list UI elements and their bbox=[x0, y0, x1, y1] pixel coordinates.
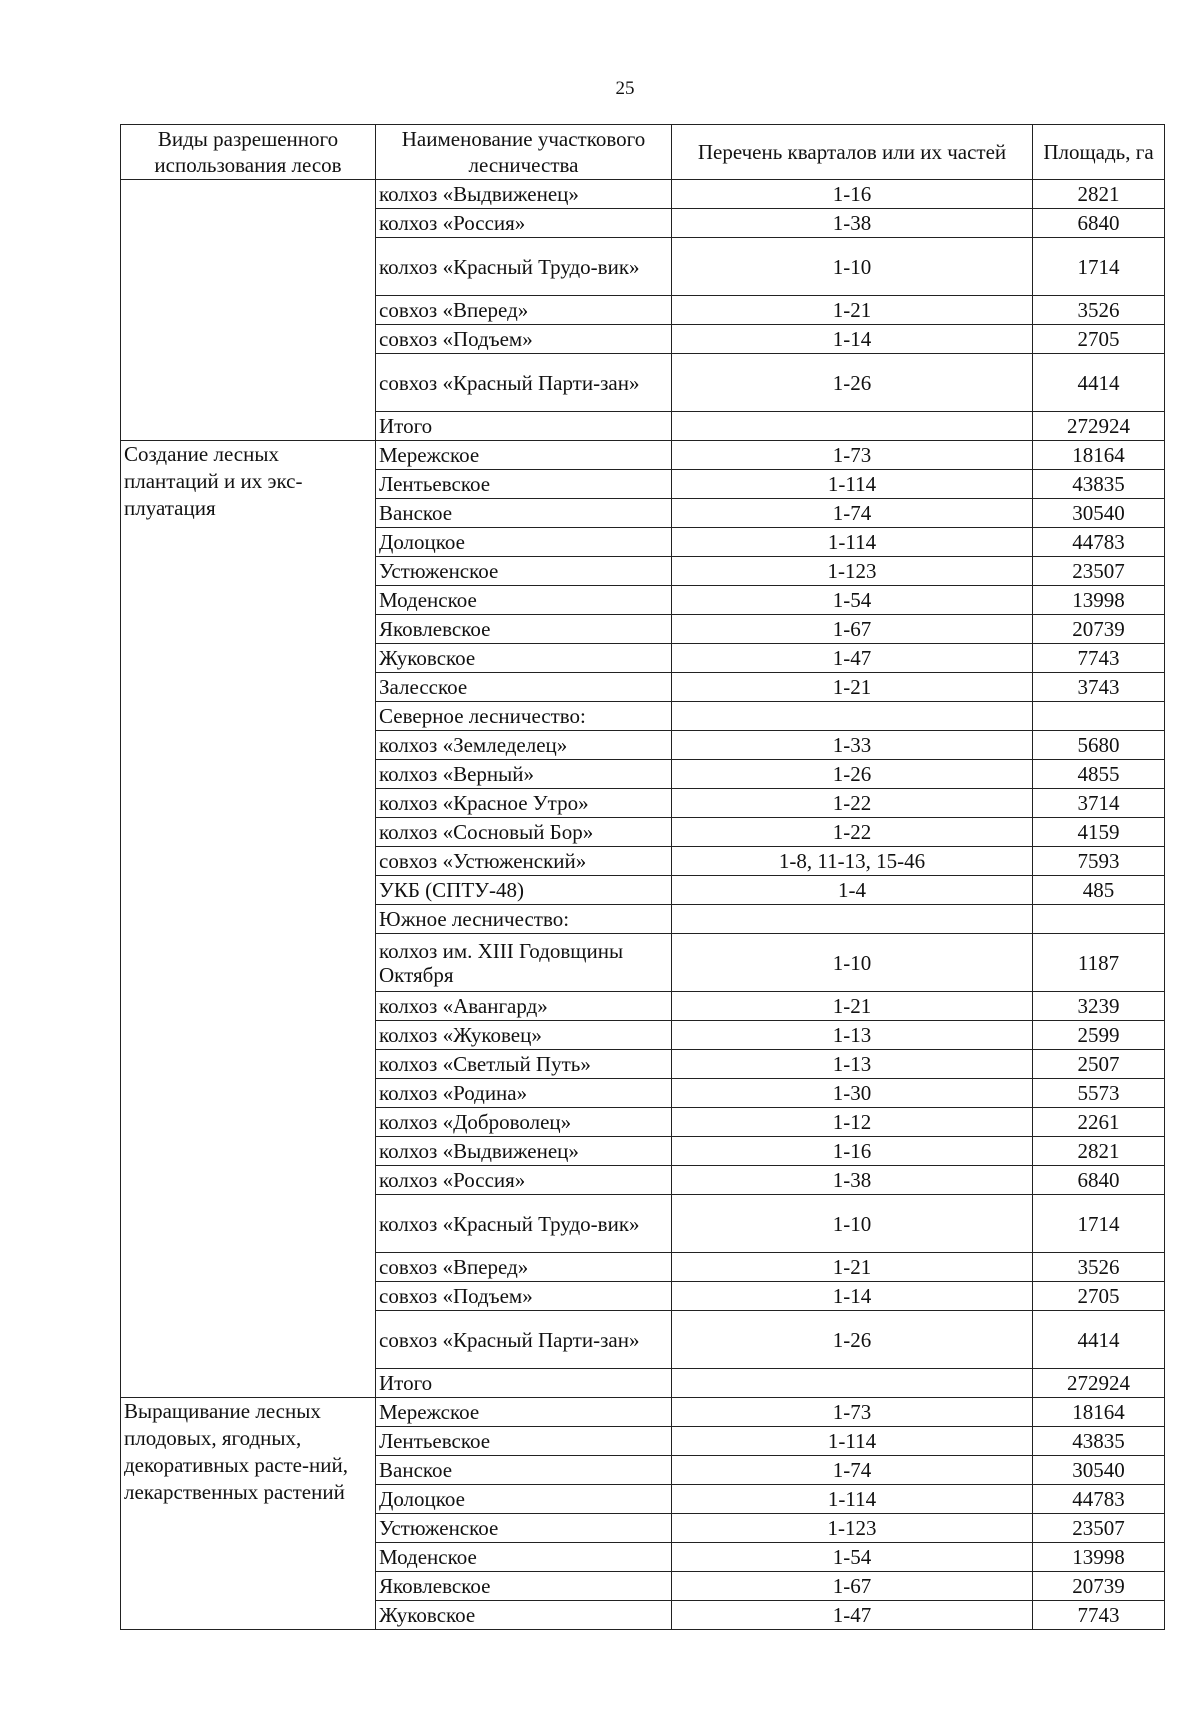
area-cell: 23507 bbox=[1033, 557, 1165, 586]
forestry-name-cell: Мережское bbox=[376, 1398, 672, 1427]
quarters-cell: 1-14 bbox=[672, 325, 1033, 354]
forestry-name-cell: совхоз «Красный Парти-зан» bbox=[376, 354, 672, 412]
quarters-cell: 1-54 bbox=[672, 1543, 1033, 1572]
area-cell: 7743 bbox=[1033, 1601, 1165, 1630]
forestry-name-cell: Лентьевское bbox=[376, 470, 672, 499]
quarters-cell: 1-16 bbox=[672, 180, 1033, 209]
forestry-name-cell: совхоз «Подъем» bbox=[376, 325, 672, 354]
area-cell: 2261 bbox=[1033, 1108, 1165, 1137]
area-cell: 44783 bbox=[1033, 528, 1165, 557]
area-cell: 18164 bbox=[1033, 441, 1165, 470]
forestry-name-cell: колхоз «Жуковец» bbox=[376, 1021, 672, 1050]
use-type-cell: Создание лесных плантаций и их экс-плуатация bbox=[121, 441, 376, 1398]
area-cell: 3239 bbox=[1033, 992, 1165, 1021]
forestry-name-cell: Яковлевское bbox=[376, 1572, 672, 1601]
area-cell: 23507 bbox=[1033, 1514, 1165, 1543]
quarters-cell: 1-21 bbox=[672, 1253, 1033, 1282]
quarters-cell: 1-13 bbox=[672, 1050, 1033, 1079]
forestry-name-cell: совхоз «Вперед» bbox=[376, 1253, 672, 1282]
area-cell: 7743 bbox=[1033, 644, 1165, 673]
quarters-cell: 1-22 bbox=[672, 789, 1033, 818]
quarters-cell: 1-114 bbox=[672, 528, 1033, 557]
quarters-cell bbox=[672, 702, 1033, 731]
area-cell: 2821 bbox=[1033, 180, 1165, 209]
table-row bbox=[121, 180, 1165, 209]
area-cell: 485 bbox=[1033, 876, 1165, 905]
area-cell: 2705 bbox=[1033, 1282, 1165, 1311]
area-cell: 3526 bbox=[1033, 296, 1165, 325]
forestry-name-cell: колхоз «Авангард» bbox=[376, 992, 672, 1021]
forestry-name-cell: Итого bbox=[376, 1369, 672, 1398]
quarters-cell: 1-114 bbox=[672, 1485, 1033, 1514]
forestry-name-cell: Южное лесничество: bbox=[376, 905, 672, 934]
forestry-name-cell: Жуковское bbox=[376, 644, 672, 673]
quarters-cell: 1-21 bbox=[672, 296, 1033, 325]
area-cell: 30540 bbox=[1033, 499, 1165, 528]
quarters-cell: 1-13 bbox=[672, 1021, 1033, 1050]
area-cell bbox=[1033, 702, 1165, 731]
quarters-cell: 1-38 bbox=[672, 1166, 1033, 1195]
area-cell: 272924 bbox=[1033, 412, 1165, 441]
quarters-cell bbox=[672, 905, 1033, 934]
area-cell: 1714 bbox=[1033, 238, 1165, 296]
header-quarters: Перечень кварталов или их частей bbox=[672, 125, 1033, 180]
forestry-name-cell: колхоз «Россия» bbox=[376, 209, 672, 238]
table-row bbox=[121, 441, 1165, 470]
area-cell: 3526 bbox=[1033, 1253, 1165, 1282]
quarters-cell bbox=[672, 1369, 1033, 1398]
quarters-cell: 1-114 bbox=[672, 470, 1033, 499]
forestry-name-cell: совхоз «Устюженский» bbox=[376, 847, 672, 876]
forestry-name-cell: колхоз «Доброволец» bbox=[376, 1108, 672, 1137]
area-cell: 3743 bbox=[1033, 673, 1165, 702]
quarters-cell: 1-21 bbox=[672, 673, 1033, 702]
table-row bbox=[121, 1398, 1165, 1427]
quarters-cell: 1-21 bbox=[672, 992, 1033, 1021]
quarters-cell: 1-33 bbox=[672, 731, 1033, 760]
forestry-name-cell: Мережское bbox=[376, 441, 672, 470]
area-cell: 20739 bbox=[1033, 1572, 1165, 1601]
area-cell: 3714 bbox=[1033, 789, 1165, 818]
quarters-cell: 1-67 bbox=[672, 1572, 1033, 1601]
forestry-name-cell: колхоз «Родина» bbox=[376, 1079, 672, 1108]
area-cell: 30540 bbox=[1033, 1456, 1165, 1485]
quarters-cell: 1-10 bbox=[672, 238, 1033, 296]
quarters-cell: 1-114 bbox=[672, 1427, 1033, 1456]
area-cell: 2821 bbox=[1033, 1137, 1165, 1166]
area-cell: 4159 bbox=[1033, 818, 1165, 847]
use-type-cell bbox=[121, 180, 376, 441]
forestry-name-cell: Долоцкое bbox=[376, 528, 672, 557]
forestry-name-cell: Устюженское bbox=[376, 1514, 672, 1543]
quarters-cell: 1-22 bbox=[672, 818, 1033, 847]
quarters-cell: 1-8, 11-13, 15-46 bbox=[672, 847, 1033, 876]
area-cell: 272924 bbox=[1033, 1369, 1165, 1398]
forestry-name-cell: колхоз «Светлый Путь» bbox=[376, 1050, 672, 1079]
quarters-cell: 1-26 bbox=[672, 354, 1033, 412]
quarters-cell: 1-73 bbox=[672, 441, 1033, 470]
quarters-cell: 1-38 bbox=[672, 209, 1033, 238]
forestry-name-cell: Моденское bbox=[376, 1543, 672, 1572]
forest-use-table bbox=[120, 124, 1165, 1630]
forestry-name-cell: Ванское bbox=[376, 1456, 672, 1485]
forestry-name-cell: колхоз «Выдвиженец» bbox=[376, 180, 672, 209]
forestry-name-cell: Устюженское bbox=[376, 557, 672, 586]
area-cell bbox=[1033, 905, 1165, 934]
forestry-name-cell: совхоз «Подъем» bbox=[376, 1282, 672, 1311]
quarters-cell: 1-26 bbox=[672, 760, 1033, 789]
area-cell: 18164 bbox=[1033, 1398, 1165, 1427]
header-area: Площадь, га bbox=[1033, 125, 1165, 180]
area-cell: 6840 bbox=[1033, 209, 1165, 238]
forestry-name-cell: совхоз «Вперед» bbox=[376, 296, 672, 325]
quarters-cell: 1-74 bbox=[672, 1456, 1033, 1485]
table-body bbox=[121, 180, 1165, 1630]
area-cell: 5680 bbox=[1033, 731, 1165, 760]
area-cell: 43835 bbox=[1033, 470, 1165, 499]
forestry-name-cell: Жуковское bbox=[376, 1601, 672, 1630]
forestry-name-cell: колхоз «Красный Трудо-вик» bbox=[376, 1195, 672, 1253]
area-cell: 43835 bbox=[1033, 1427, 1165, 1456]
forestry-name-cell: Долоцкое bbox=[376, 1485, 672, 1514]
header-use-type: Виды разрешенного использования лесов bbox=[121, 125, 376, 180]
forestry-name-cell: колхоз «Россия» bbox=[376, 1166, 672, 1195]
quarters-cell: 1-16 bbox=[672, 1137, 1033, 1166]
area-cell: 2599 bbox=[1033, 1021, 1165, 1050]
forestry-name-cell: Моденское bbox=[376, 586, 672, 615]
forestry-name-cell: УКБ (СПТУ-48) bbox=[376, 876, 672, 905]
area-cell: 2507 bbox=[1033, 1050, 1165, 1079]
quarters-cell: 1-123 bbox=[672, 1514, 1033, 1543]
table-header bbox=[121, 125, 1165, 180]
forestry-name-cell: Залесское bbox=[376, 673, 672, 702]
quarters-cell: 1-10 bbox=[672, 1195, 1033, 1253]
quarters-cell: 1-10 bbox=[672, 934, 1033, 992]
forestry-name-cell: колхоз «Красное Утро» bbox=[376, 789, 672, 818]
forestry-name-cell: колхоз «Красный Трудо-вик» bbox=[376, 238, 672, 296]
forestry-name-cell: совхоз «Красный Парти-зан» bbox=[376, 1311, 672, 1369]
area-cell: 44783 bbox=[1033, 1485, 1165, 1514]
quarters-cell: 1-74 bbox=[672, 499, 1033, 528]
forestry-name-cell: Яковлевское bbox=[376, 615, 672, 644]
header-forestry-name: Наименование участкового лесничества bbox=[376, 125, 672, 180]
area-cell: 20739 bbox=[1033, 615, 1165, 644]
area-cell: 5573 bbox=[1033, 1079, 1165, 1108]
quarters-cell: 1-14 bbox=[672, 1282, 1033, 1311]
forestry-name-cell: колхоз «Верный» bbox=[376, 760, 672, 789]
forestry-name-cell: Лентьевское bbox=[376, 1427, 672, 1456]
quarters-cell: 1-12 bbox=[672, 1108, 1033, 1137]
forestry-name-cell: Итого bbox=[376, 412, 672, 441]
area-cell: 1714 bbox=[1033, 1195, 1165, 1253]
quarters-cell: 1-26 bbox=[672, 1311, 1033, 1369]
area-cell: 4414 bbox=[1033, 354, 1165, 412]
forestry-name-cell: колхоз «Земледелец» bbox=[376, 731, 672, 760]
forestry-name-cell: колхоз «Выдвиженец» bbox=[376, 1137, 672, 1166]
forestry-name-cell: колхоз им. XIII Годовщины Октября bbox=[376, 934, 672, 992]
quarters-cell: 1-73 bbox=[672, 1398, 1033, 1427]
quarters-cell bbox=[672, 412, 1033, 441]
area-cell: 4414 bbox=[1033, 1311, 1165, 1369]
area-cell: 7593 bbox=[1033, 847, 1165, 876]
quarters-cell: 1-4 bbox=[672, 876, 1033, 905]
area-cell: 1187 bbox=[1033, 934, 1165, 992]
quarters-cell: 1-67 bbox=[672, 615, 1033, 644]
forestry-name-cell: колхоз «Сосновый Бор» bbox=[376, 818, 672, 847]
quarters-cell: 1-123 bbox=[672, 557, 1033, 586]
area-cell: 13998 bbox=[1033, 1543, 1165, 1572]
area-cell: 4855 bbox=[1033, 760, 1165, 789]
quarters-cell: 1-47 bbox=[672, 1601, 1033, 1630]
page-number: 25 bbox=[615, 78, 635, 99]
forestry-name-cell: Северное лесничество: bbox=[376, 702, 672, 731]
forestry-name-cell: Ванское bbox=[376, 499, 672, 528]
area-cell: 13998 bbox=[1033, 586, 1165, 615]
quarters-cell: 1-54 bbox=[672, 586, 1033, 615]
use-type-cell: Выращивание лесных плодовых, ягодных, декоративных расте-ний, лекарственных растений bbox=[121, 1398, 376, 1630]
area-cell: 6840 bbox=[1033, 1166, 1165, 1195]
quarters-cell: 1-30 bbox=[672, 1079, 1033, 1108]
quarters-cell: 1-47 bbox=[672, 644, 1033, 673]
area-cell: 2705 bbox=[1033, 325, 1165, 354]
